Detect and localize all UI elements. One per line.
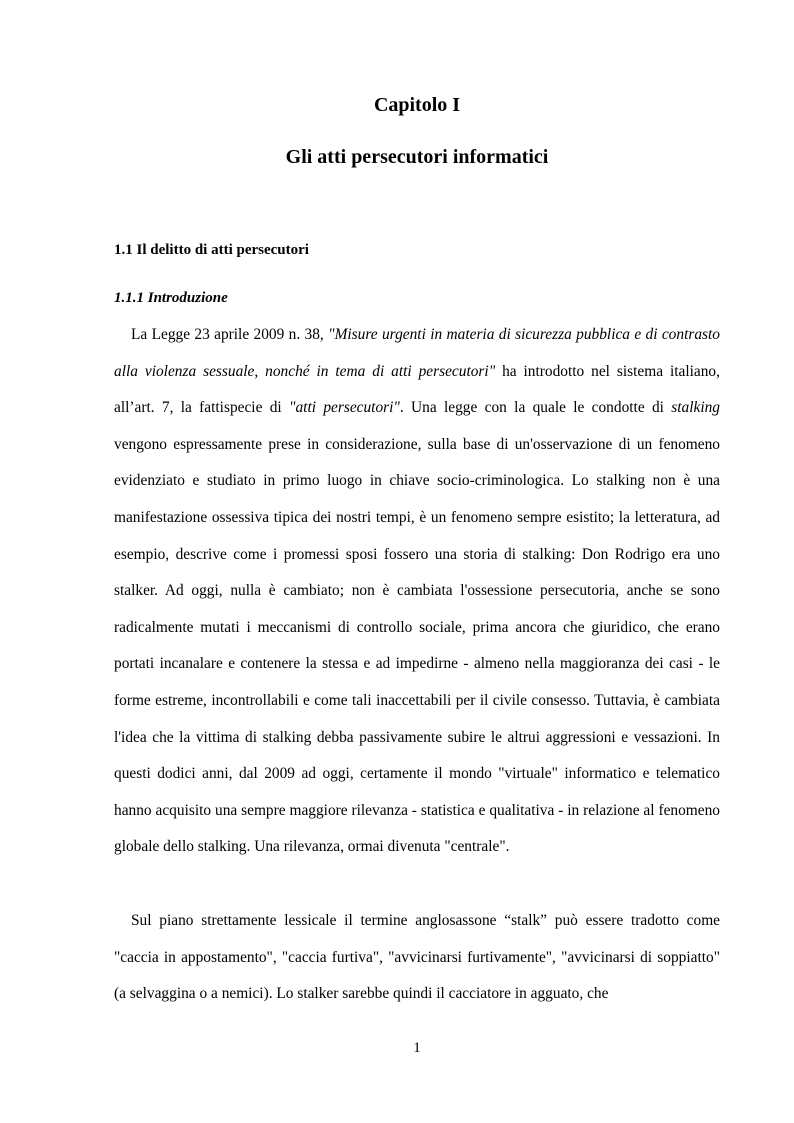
paragraph-text: Sul piano strettamente lessicale il termine anglosassone “stalk” può essere tradotto come "caccia in appostamento", "caccia furtiva", "avvicinarsi furtivamente", "avvicinarsi di soppiatto" (a selvaggina o a nemici). Lo stalker sarebbe quindi il cacciatore in agguato, che: [114, 912, 720, 1003]
paragraph-text: . Una legge con la quale le condotte di: [399, 399, 672, 417]
chapter-title: Gli atti persecutori informatici: [285, 146, 549, 168]
stalking-term: stalking: [671, 399, 720, 417]
paragraph-text: vengono espressamente prese in considerazione, sulla base di un'osservazione di un fenomeno evidenziato e studiato in primo luogo in chiave socio-criminologica. Lo stalking non è una manifestazione ossessiva tipica dei nostri tempi, è un fenomeno sempre esistito; la letteratura, ad esempio, descrive come i promessi sposi fossero una storia di stalking: Don Rodrigo era uno stalker. Ad oggi, nulla è cambiato; non è cambiata l'ossessione persecutoria, anche se sono radicalmente mutati i meccanismi di controllo sociale, prima ancora che giuridico, che erano portati incanalare e contenere la stessa e ad impedirne - almeno nella maggioranza dei casi - le forme estreme, incontrollabili e come tali inaccettabili per il civile consesso. Tuttavia, è cambiata l'idea che la vittima di stalking debba passivamente subire le altrui aggressioni e vessazioni. In questi dodici anni, dal 2009 ad oggi, certamente il mondo "virtuale" informatico e telematico hanno acquisito una sempre maggiore rilevanza - statistica e qualitativa - in relazione al fenomeno globale dello stalking. Una rilevanza, ormai divenuta "centrale".: [114, 435, 720, 856]
chapter-label: Capitolo I: [373, 94, 461, 116]
subsection-heading: 1.1.1 Introduzione: [114, 290, 228, 306]
paragraph-lexical: [114, 903, 720, 1013]
section-heading: 1.1 Il delitto di atti persecutori: [114, 242, 309, 258]
paragraph-introduction: [114, 317, 720, 866]
paragraph-text: ha introdotto nel sistema italiano, all’art. 7, la fattispecie di: [114, 362, 720, 417]
law-title-quote: "Misure urgenti in materia di sicurezza pubblica e di contrasto alla violenza sessuale, nonché in tema di atti persecutori": [114, 326, 720, 380]
offence-name-quote: "atti persecutori": [289, 399, 400, 417]
page-number: 1: [413, 1040, 421, 1056]
paragraph-text: La Legge 23 aprile 2009 n. 38,: [131, 326, 329, 343]
